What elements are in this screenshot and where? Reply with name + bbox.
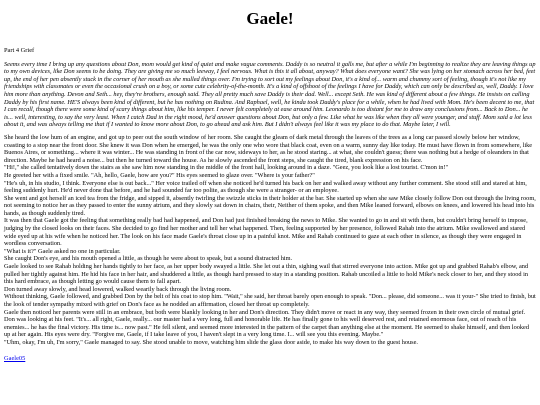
story-paragraph: He greeted her with a fixed smile. "Ah, hello, Gaele, how are you?" His eyes seemed to glaze over. "Where is your father?" bbox=[4, 171, 315, 179]
story-paragraph: Without thinking, Gaele followed, and grabbed Don by the belt of his coat to stop him. "Wait," she said, her throat barely open enough to speak. "Don... please, did someone... was it your-" She tried to finish, but the look of tender sympathy mixed with grief on Don's face as he nodded an affirmation, closed her throat up completely. bbox=[4, 293, 536, 308]
story-paragraph: She heard the low hum of an engine, and got up to peer out the south window of her room. She caught the gleam of dark metal through the leaves of the trees as a long car passed slowly below her window, coasting to a stop near the front door. She knew it was Don when he emerged, he was the only one who wore that black coat, even on a warm, sunny day like today. He must have flown in from somewhere, like Buenos Aires, or something... where it was winter... He was standing in front of the car now, sideways to her, as he stood staring... at what, she couldn't guess; there was nothing but a hedge of oleanders in that direction. Maybe he had heard a noise... but then he turned toward the house. As he slowly ascended the front steps, she caught the tired, blank expression on his face. bbox=[4, 133, 533, 164]
story-paragraph: Don turned away slowly, and head lowered, walked wearily back through the living room. bbox=[4, 285, 232, 293]
story-paragraph: "Uhm, okay, I'm uh, I'm sorry," Gaele managed to say. She stood unable to move, watching him slide the glass door aside, to make his way down to the guest house. bbox=[4, 338, 419, 346]
story-paragraph: Don was looking at his feet. "It's... all right, Gaele, really... our master had a very long, full and honorable life. He has finally gone to his well deserved rest, and retained enormous face, out of reach of his enemies... he has the final victory. His time is... now past." He fell silent, and seemed more interested in the pattern of the carpet than anything else at the moment. He seemed to shake himself, and then looked up at her again. His eyes were dry. "Forgive me, Gaele, if I take leave of you, I haven't slept in a very long time. I... will see you this evening. Maybe." bbox=[4, 316, 529, 339]
story-paragraph: It was then that Gaele got the feeling that something really bad had happened, and Don had just finished breaking the news to Mike. She wanted to go in and sit with them, but couldn't bring herself to impose, judging by the closed looks on their faces. She decided to go find her mother and tell her what happened. Then, feeling supported by her presence, followed Rahab into the atrium. Mike swallowed and stared wide eyed up at his wife when he noticed her. The look on his face made Gaele's throat close up in a painful knot. Mike and Rahab continued to gaze at each other in silence, as though they were engaged in wordless conversation. bbox=[4, 217, 528, 248]
story-paragraph: "He's uh, in his studio, I think. Everyone else is out back..." Her voice trailed off when she noticed he'd turned his back on her and walked away without any further comment. She stood still and stared at him, feeling suddenly hurt. He'd never done that before, and he had sounded far too polite, as though she were a stranger- or an employee. bbox=[4, 179, 527, 195]
story-body bbox=[4, 134, 536, 347]
story-paragraph: Gaele looked to see Rahab holding her hands tightly to her face, as her upper body swayed a little. She let out a thin, sighing wail that stirred everyone into action. Mike got up and grabbed Rahab's elbow, and pulled her tightly against him. He hid his face in her hair, and shuddered a little, as though hard pressed to stay in a standing position. Rahab uncoiled a little to hold Mike's neck closer to her, and they stood in this hard embrace, as though letting go would cause them to fall apart. bbox=[4, 263, 529, 286]
intro-italic-paragraph: Seems every time I bring up any questions about Don, mom would get kind of quiet and make vague comments. Daddy is so neutral it galls me, but after a while I'm beginning to realize they are leaving things up to my own devices, like Don seems to be doing. They are giving me so much leeway, I feel nervous. What is this it all about, anyway? What does everyone want? She was lying on her stomach across her bed, feet up, the end of her pen absently stuck in the corner of her mouth as she mulled things over. I'm trying to sort out my feelings about Don, it's a kind of... warm and chummy sort of feeling, though it's not like my friendships with classmates or even the occasional crush on a boy, or some cute celebrity-of-the-month. It's a kind of offshoot of the feelings I have for Daddy, which can only be described as, well, Daddy. I love him more than anything. Devon and Seth... hey, they're brothers, enough said. They all pretty much save Daddy is their dad. Well... except Seth. He was kind of different about a few things. He insists on calling Daddy by his first name. HE'S always been kind of different, but he has nothing on Rudina. And Raphael, well, he kinda took Daddy's place for a while, when he had lived with Mom. He's been decent to me, that I can recall, though there were some kind of scary things about him, like his temper. I never felt completely at ease around him. Leonardo is too distant for me to draw any conclusions from... Back to Don... he is... well, interesting, to say the very least. When I catch Dad in the right mood, he'd answer questions about Don, but only a few. Like what he was like when they all were younger, and stuff. Mom said a lot less about it, and was always telling me that if I wanted to know more about Don, to go ahead and ask him. But I didn't always feel like it was my place to do that. Maybe later, I will. bbox=[4, 60, 536, 129]
story-paragraph: She went and got herself an iced tea from the fridge, and sipped it, absently twirling the swizzle sticks in their holder at the bar. She started up when she saw Mike closely follow Don out through the living room, not seeming to notice her as they passed to enter the sunny atrium, and they slowly sat down in chairs, their, Neither of them spoke, and then Mike leaned forward, elbows on knees, and lowered his head into his hands, as though suddenly tired. bbox=[4, 194, 536, 217]
story-paragraph: "Hi!," she called tentatively down the stairs as she saw him now standing in the middle of the front hall, looking around in a daze. "Geez, you look like a lost tourist. C'mon in!" bbox=[4, 164, 449, 172]
story-paragraph: She caught Don's eye, and his mouth opened a little, as though he were about to speak, but a sound distracted him. bbox=[4, 255, 293, 263]
page-title: Gaele! bbox=[246, 9, 294, 28]
story-paragraph: "What is it?" Gaele asked no one in particular. bbox=[4, 247, 121, 255]
next-chapter-link[interactable]: Gaele05 bbox=[4, 354, 26, 362]
story-paragraph: Gaele then noticed her parents were still in an embrace, but both were blankly looking in her and Don's direction. They didn't move or react in any way, they seemed frozen in their own circle of mutual grief. bbox=[4, 308, 526, 316]
part-label: Part 4 Grief bbox=[4, 47, 35, 54]
